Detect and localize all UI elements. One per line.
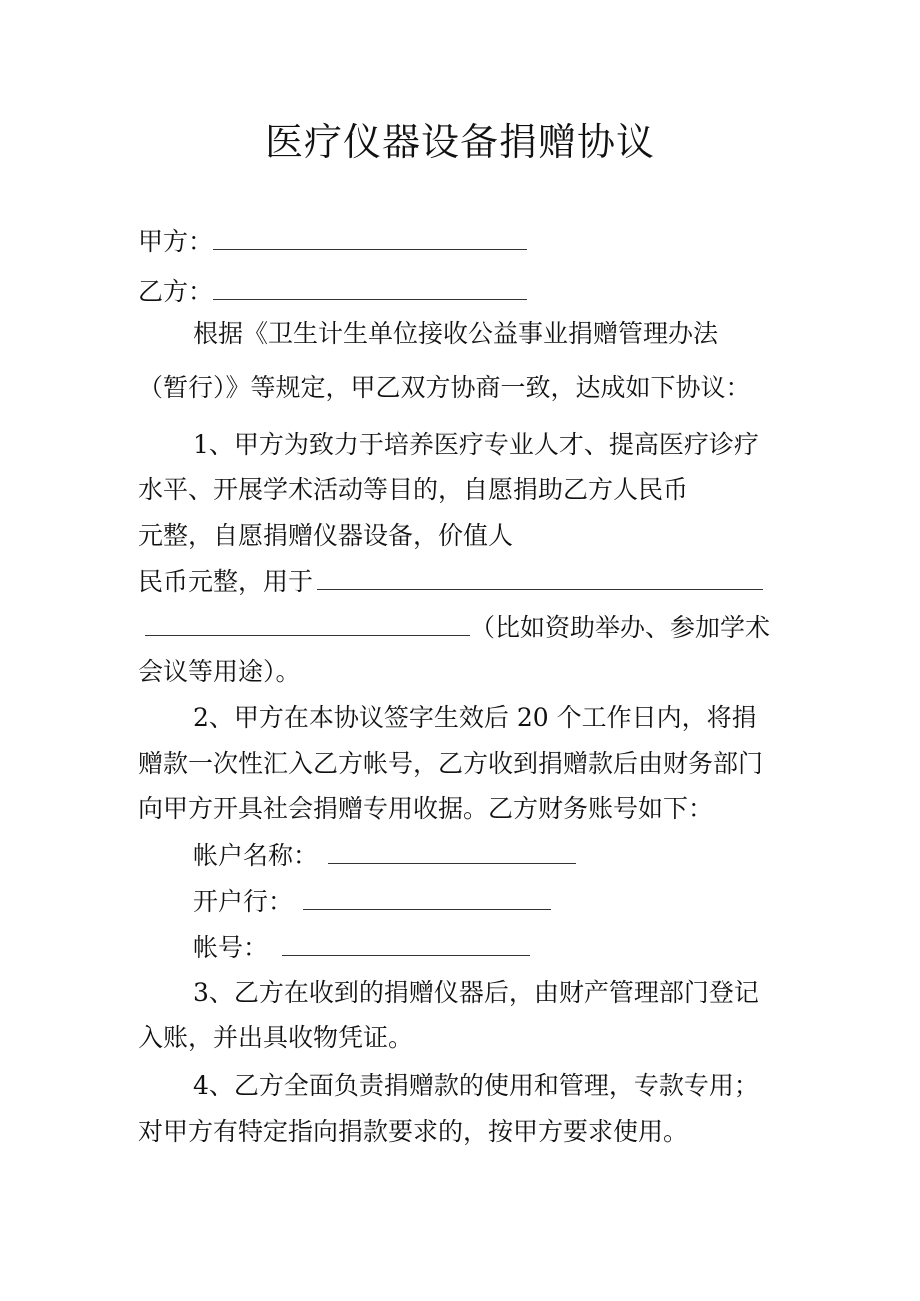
bank-line <box>193 882 551 922</box>
account-name-blank <box>328 839 576 864</box>
account-name-label: 帐户名称： <box>193 841 319 870</box>
bank-label: 开户行： <box>193 887 294 916</box>
clause1-line-5-text: （比如资助举办、参加学术 <box>470 613 771 642</box>
clause1-line-6: 会议等用途）。 <box>138 657 301 686</box>
party-b-line <box>138 272 527 312</box>
clause1-line-1: 1、甲方为致力于培养医疗专业人才、提高医疗诊疗 <box>193 430 759 459</box>
purpose-blank-1 <box>317 565 763 590</box>
clause1-line-4 <box>138 562 763 602</box>
account-no-line <box>193 928 530 968</box>
party-a-line <box>138 222 527 262</box>
clause2-line-2: 赠款一次性汇入乙方帐号，乙方收到捐赠款后由财务部门 <box>138 749 764 778</box>
party-b-label: 乙方： <box>138 277 214 306</box>
document-title: 医疗仪器设备捐赠协议 <box>264 120 655 164</box>
clause3-line-1: 3、乙方在收到的捐赠仪器后，由财产管理部门登记 <box>193 978 759 1007</box>
party-a-blank <box>213 225 527 250</box>
party-a-label: 甲方： <box>138 227 214 256</box>
clause3-line-2: 入账，并出具收物凭证。 <box>138 1023 414 1052</box>
clause1-line-5 <box>145 608 770 648</box>
bank-blank <box>303 885 551 910</box>
account-no-label: 帐号： <box>193 933 269 962</box>
clause1-line-2: 水平、开展学术活动等目的，自愿捐助乙方人民币 <box>138 475 689 504</box>
account-no-blank <box>282 931 530 956</box>
clause4-line-2: 对甲方有特定指向捐款要求的，按甲方要求使用。 <box>138 1117 689 1146</box>
clause1-line-4-text: 民币元整，用于 <box>138 567 314 596</box>
intro-line-1: 根据《卫生计生单位接收公益事业捐赠管理办法 <box>193 319 719 348</box>
account-name-line <box>193 836 576 876</box>
purpose-blank-2 <box>145 611 470 636</box>
clause2-line-1: 2、甲方在本协议签字生效后 20 个工作日内，将捐 <box>193 703 757 732</box>
intro-line-2: （暂行）》等规定，甲乙双方协商一致，达成如下协议： <box>138 373 751 402</box>
clause4-line-1: 4、乙方全面负责捐赠款的使用和管理，专款专用； <box>193 1071 759 1100</box>
clause1-line-3: 元整，自愿捐赠仪器设备，价值人 <box>138 521 514 550</box>
clause2-line-3: 向甲方开具社会捐赠专用收据。乙方财务账号如下： <box>138 794 714 823</box>
party-b-blank <box>213 275 527 300</box>
